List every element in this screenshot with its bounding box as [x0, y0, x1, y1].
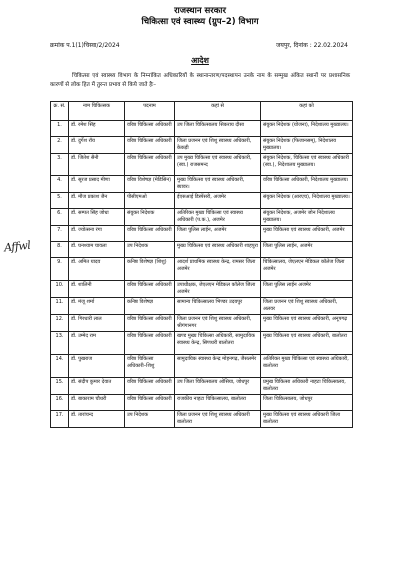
table-row — [51, 242, 353, 258]
handwritten-signature: Affwl — [3, 238, 31, 255]
table-row — [51, 378, 353, 395]
cell-to: अतिरिक्त मुख्य चिकित्सा एवं स्वास्थ्य अधिकारी, बालोतरा — [261, 355, 353, 378]
header-government: राजस्थान सरकार — [174, 6, 226, 16]
table-row — [51, 137, 353, 154]
cell-name: डॉ. दुर्गेश रॉय — [69, 137, 125, 154]
cell-name: डॉ. गिरधारी लाल — [69, 315, 125, 332]
cell-serial: 12. — [51, 315, 69, 332]
cell-from: सामान्य चिकित्सालय भिण्डर उदयपुर — [175, 298, 261, 315]
cell-from: अतिरिक्त मुख्य चिकित्सा एवं स्वास्थ्य अधिकारी (प.क.), अजमेर — [175, 209, 261, 226]
table-row — [51, 355, 353, 378]
cell-post: वरिष्ठ विशेषज्ञ (मेडिसिन) — [125, 176, 175, 193]
table-row — [51, 193, 353, 209]
cell-from: मुख्य चिकित्सा एवं स्वास्थ्य अधिकारी, ब्यावर। — [175, 176, 261, 193]
cell-from: उप मुख्य चिकित्सा एवं स्वास्थ्य अधिकारी, (स्वा.) राजसमन्द — [175, 154, 261, 176]
cell-post: कनिष्ठ विशेषज्ञ — [125, 298, 175, 315]
cell-name: डॉ. ज्योत्सना रंगा — [69, 226, 125, 242]
cell-post: वरिष्ठ चिकित्सा अधिकारी — [125, 121, 175, 137]
table-row — [51, 154, 353, 176]
cell-to: संयुक्त निदेशक (आरएच), निदेशालय मुख्यालय। — [261, 193, 353, 209]
table-row — [51, 332, 353, 355]
table-row — [51, 281, 353, 298]
table-row — [51, 258, 353, 281]
col-header-post: पदनाम — [125, 102, 175, 121]
cell-from: उप जिला चिकित्सालय सिकराय दौसा — [175, 121, 261, 137]
cell-name: डॉ. बाकाराम चौधरी — [69, 395, 125, 411]
cell-from: उपाधीक्षक, जेएलएन मेडिकल कॉलेज जिला अजमेर — [175, 281, 261, 298]
cell-name: डॉ. रमेश सिंह — [69, 121, 125, 137]
table-row — [51, 209, 353, 226]
reference-number: क्रमांक प.1(1)चिस्वा/2/2024 — [50, 42, 120, 49]
cell-to: वरिष्ठ चिकित्सा अधिकारी, निदेशालय मुख्यालय। — [261, 176, 353, 193]
cell-post: संयुक्त निदेशक — [125, 209, 175, 226]
cell-to: मुख्य चिकित्सा एवं स्वास्थ्य अधिकारी जिला बालोतरा — [261, 411, 353, 428]
cell-from: आदर्श प्राथमिक स्वास्थ्य केन्द्र, रामसर जिला अजमेर — [175, 258, 261, 281]
col-header-from: कहां से — [175, 102, 261, 121]
cell-to: मुख्य चिकित्सा एवं स्वास्थ्य अधिकारी, अजमेर — [261, 226, 353, 242]
cell-from: खण्ड मुख्य चिकित्सा अधिकारी, सामुदायिक स्वास्थ्य केन्द्र, सिणधरी बालोतरा — [175, 332, 261, 355]
cell-to: जिला पुलिस लाईन अजमेर — [261, 281, 353, 298]
table-row — [51, 298, 353, 315]
cell-serial: 17. — [51, 411, 69, 428]
table-row — [51, 176, 353, 193]
col-header-serial: क्र. सं. — [51, 102, 69, 121]
cell-name: डॉ. संदीप कुमार देवात — [69, 378, 125, 395]
cell-from: सामुदायिक स्वास्थ्य केन्द्र मोहनगढ़, जैसलमेर — [175, 355, 261, 378]
table-body — [51, 121, 353, 428]
cell-post: वरिष्ठ चिकित्सा अधिकारी — [125, 395, 175, 411]
cell-post: उप निदेशक — [125, 411, 175, 428]
cell-post: वरिष्ठ चिकित्सा अधिकारी — [125, 332, 175, 355]
cell-name: डॉ. सूरज प्रसाद मीणा — [69, 176, 125, 193]
cell-to: जिला प्रजनन एवं शिशु स्वास्थ्य अधिकारी, अलवर — [261, 298, 353, 315]
col-header-to: कहां को — [261, 102, 353, 121]
col-header-name: नाम चिकित्सक — [69, 102, 125, 121]
table-row — [51, 315, 353, 332]
cell-post: पीसीएमओ — [125, 193, 175, 209]
cell-serial: 4. — [51, 176, 69, 193]
cell-post: वरिष्ठ चिकित्सा अधिकारी–शिशु — [125, 355, 175, 378]
cell-serial: 7. — [51, 226, 69, 242]
cell-to: जिला पुलिस लाईन, अजमेर — [261, 242, 353, 258]
table-header-row — [51, 102, 353, 121]
cell-post: वरिष्ठ चिकित्सा अधिकारी — [125, 226, 175, 242]
cell-serial: 3. — [51, 154, 69, 176]
place-date: जयपुर, दिनांक : 22.02.2024 — [275, 42, 348, 49]
cell-serial: 15. — [51, 378, 69, 395]
cell-name: डॉ. शालिनी — [69, 281, 125, 298]
cell-name: डॉ. मंजू शर्मा — [69, 298, 125, 315]
cell-post: वरिष्ठ चिकित्सा अधिकारी — [125, 281, 175, 298]
header-department: चिकित्सा एवं स्वास्थ्य (ग्रुप–2) विभाग — [141, 17, 259, 27]
cell-name: डॉ. अमित यादव — [69, 258, 125, 281]
cell-serial: 11. — [51, 298, 69, 315]
cell-from: उप जिला चिकित्सालय ओसिया, जोधपुर — [175, 378, 261, 395]
transfer-table — [50, 101, 353, 428]
cell-name: डॉ. जितेश सैनी — [69, 154, 125, 176]
cell-serial: 2. — [51, 137, 69, 154]
cell-serial: 14. — [51, 355, 69, 378]
cell-serial: 1. — [51, 121, 69, 137]
cell-post: वरिष्ठ चिकित्सा अधिकारी — [125, 378, 175, 395]
cell-from: ईएसआई डिस्पेंसरी, अजमेर — [175, 193, 261, 209]
cell-serial: 9. — [51, 258, 69, 281]
cell-name: डॉ. घनश्याम चावला — [69, 242, 125, 258]
cell-name: डॉ. उम्मेद राम — [69, 332, 125, 355]
cell-to: जिला चिकित्सालय, जोधपुर — [261, 395, 353, 411]
table-row — [51, 411, 353, 428]
cell-name: डॉ. मौज प्रकाश जैन — [69, 193, 125, 209]
cell-post: उप निदेशक — [125, 242, 175, 258]
cell-from: जिला प्रजनन एवं शिशु स्वास्थ्य अधिकारी, श्रीगंगानगर — [175, 315, 261, 332]
cell-to: मुख्य चिकित्सा एवं स्वास्थ्य अधिकारी, अनूपगढ़ — [261, 315, 353, 332]
cell-from: राजकीय नाहटा चिकित्सालय, बालोतरा — [175, 395, 261, 411]
cell-post: वरिष्ठ चिकित्सा अधिकारी — [125, 154, 175, 176]
cell-from: जिला प्रजनन एवं शिशु स्वास्थ्य अधिकारी, केकड़ी — [175, 137, 261, 154]
cell-serial: 13. — [51, 332, 69, 355]
cell-to: मुख्य चिकित्सा एवं स्वास्थ्य अधिकारी, बालोतरा — [261, 332, 353, 355]
cell-to: चिकित्सालय, जेएलएन मेडिकल कॉलेज जिला अजमेर — [261, 258, 353, 281]
cell-serial: 5. — [51, 193, 69, 209]
table-row — [51, 121, 353, 137]
cell-from: मुख्य चिकित्सा एवं स्वास्थ्य अधिकारी शाहपुरा — [175, 242, 261, 258]
cell-to: संयुक्त निदेशक, अजमेर जोन निदेशालय मुख्यालय। — [261, 209, 353, 226]
cell-to: प्रमुख चिकित्सा अधिकारी नाहटा चिकित्सालय, बालोतरा — [261, 378, 353, 395]
order-intro: चिकित्सा एवं स्वास्थ्य विभाग के निम्नांकित अधिकारियों के स्थानान्तरण/पदस्थापन उनके नाम के सम्मुख अंकित स्थानों पर प्रशासनिक कारणों से लोक हित में तुरन्त प्रभाव से किये जाते हैः– — [50, 73, 350, 88]
cell-name: डॉ. तारांचन्द — [69, 411, 125, 428]
cell-to: संयुक्त निदेशक (फिजानसम्), निदेशालय मुख्यालय। — [261, 137, 353, 154]
cell-name: डॉ. पुखराज — [69, 355, 125, 378]
cell-serial: 10. — [51, 281, 69, 298]
cell-serial: 6. — [51, 209, 69, 226]
order-title: आदेश — [191, 56, 209, 65]
cell-post: वरिष्ठ चिकित्सा अधिकारी — [125, 315, 175, 332]
table-row — [51, 395, 353, 411]
cell-serial: 8. — [51, 242, 69, 258]
cell-name: डॉ. सम्पत सिंह जोधा — [69, 209, 125, 226]
table-row — [51, 226, 353, 242]
cell-to: संयुक्त निदेशक, चिकित्सा एवं स्वास्थ्य अधिकारी (स्वा.), निदेशालय मुख्यालय। — [261, 154, 353, 176]
cell-post: वरिष्ठ चिकित्सा अधिकारी — [125, 137, 175, 154]
cell-serial: 16. — [51, 395, 69, 411]
cell-to: संयुक्त निदेशक (योजना), निदेशालय मुख्यालय। — [261, 121, 353, 137]
cell-from: जिला प्रजनन एवं शिशु स्वास्थ्य अधिकारी बालोतरा — [175, 411, 261, 428]
cell-post: कनिष्ठ विशेषज्ञ (शिशु) — [125, 258, 175, 281]
cell-from: जिला पुलिस लाईन, अजमेर — [175, 226, 261, 242]
